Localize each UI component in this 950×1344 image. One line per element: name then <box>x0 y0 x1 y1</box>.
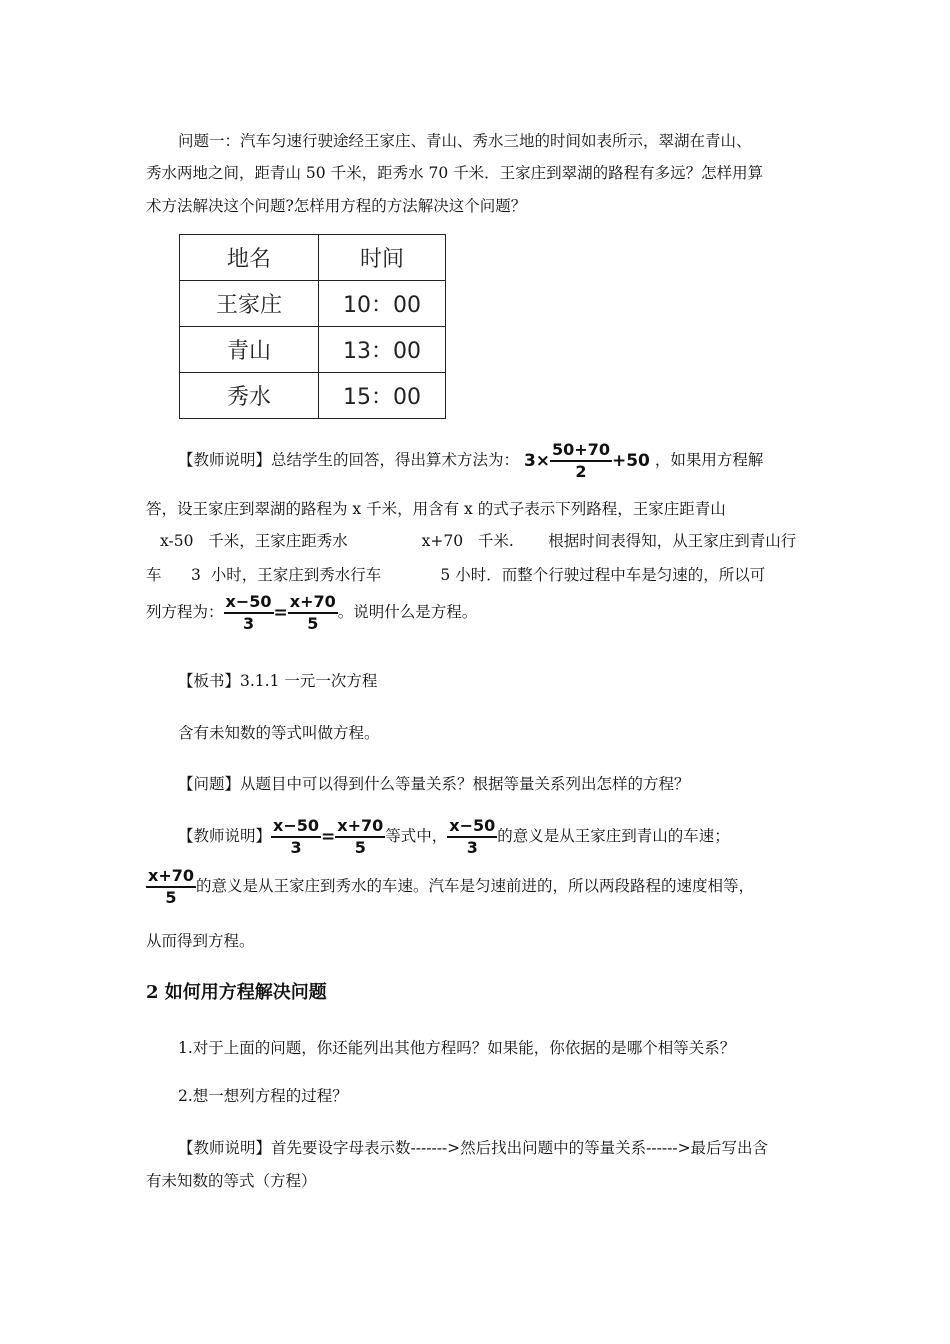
equals-sign: = <box>321 827 336 847</box>
speed-fraction-xiushui <box>146 867 196 907</box>
schedule-table <box>179 234 446 419</box>
teacher-note-text: 的意义是从王家庄到秀水的车速。汽车是匀速前进的，所以两段路程的速度相等， <box>196 877 755 895</box>
table-cell-time: 10：00 <box>319 281 446 327</box>
teacher-note-1-line-2: 答，设王家庄到翠湖的路程为 x 千米，用含有 x 的式子表示下列路程，王家庄距青山 <box>146 500 726 518</box>
table-cell-time: 13：00 <box>319 327 446 373</box>
fraction-denominator: 5 <box>354 838 366 857</box>
question-1: 1.对于上面的问题，你还能列出其他方程吗？如果能，你依据的是哪个相等关系？ <box>178 1039 736 1057</box>
table-header-place: 地名 <box>180 235 319 281</box>
teacher-note-text: 的意义是从王家庄到青山的车速； <box>497 827 730 845</box>
teacher-note-1-line-4: 车 3 小时，王家庄到秀水行车 5 小时．而整个行驶过程中车是匀速的，所以可 <box>146 566 766 584</box>
teacher-note-2-line-3: 从而得到方程。 <box>146 932 255 950</box>
teacher-note-text: 【教师说明】总结学生的回答，得出算术方法为： <box>178 451 520 469</box>
teacher-note-text: 【教师说明】 <box>178 827 272 845</box>
equation-left-fraction <box>224 593 274 633</box>
table-header-row <box>180 235 446 281</box>
speed-fraction-qingshan <box>447 817 497 857</box>
equals-sign: = <box>273 603 288 623</box>
arith-prefix: 3× <box>523 451 551 471</box>
definition-text: 含有未知数的等式叫做方程。 <box>178 724 380 742</box>
fraction-numerator: x+70 <box>288 593 338 614</box>
teacher-note-3-line-2: 有未知数的等式（方程） <box>146 1172 317 1190</box>
fraction-numerator: x−50 <box>447 817 497 838</box>
table-cell-place: 王家庄 <box>180 281 319 327</box>
arith-fraction-numerator: 50+70 <box>550 441 612 462</box>
teacher-note-text: 列方程为： <box>146 603 224 621</box>
table-row <box>180 373 446 419</box>
fraction-numerator: x+70 <box>146 867 196 888</box>
section-heading: 2 如何用方程解决问题 <box>146 982 327 1003</box>
fraction-denominator: 3 <box>242 614 255 633</box>
teacher-note-1-line-5 <box>146 592 477 633</box>
table-cell-time: 15：00 <box>319 373 446 419</box>
table-cell-place: 秀水 <box>180 373 319 419</box>
problem-line-2: 秀水两地之间，距青山 50 千米，距秀水 70 千米．王家庄到翠湖的路程有多远？怎样用算 <box>146 164 764 182</box>
table-row <box>180 327 446 373</box>
fraction-numerator: x−50 <box>224 593 274 614</box>
fraction-denominator: 3 <box>466 838 478 857</box>
teacher-note-1-line-3: x-50 千米，王家庄距秀水 x+70 千米. 根据时间表得知，从王家庄到青山行 <box>160 532 797 550</box>
board-note: 【板书】3.1.1 一元一次方程 <box>178 672 378 690</box>
table-row <box>180 281 446 327</box>
teacher-note-2-line-2 <box>146 862 754 910</box>
question-text: 【问题】从题目中可以得到什么等量关系？根据等量关系列出怎样的方程？ <box>178 775 690 793</box>
arith-fraction-denominator: 2 <box>575 462 587 481</box>
equation-left-fraction <box>271 817 321 857</box>
teacher-note-1-line-1 <box>178 440 763 481</box>
fraction-denominator: 5 <box>307 614 319 633</box>
teacher-note-text: ，如果用方程解 <box>654 451 764 469</box>
problem-line-3: 术方法解决这个问题?怎样用方程的方法解决这个问题？ <box>146 197 527 215</box>
arith-fraction <box>550 441 612 481</box>
table-header-time: 时间 <box>319 235 446 281</box>
teacher-note-text: 。说明什么是方程。 <box>337 603 478 621</box>
fraction-denominator: 5 <box>165 888 177 907</box>
problem-line-1: 问题一：汽车匀速行驶途经王家庄、青山、秀水三地的时间如表所示，翠湖在青山、 <box>178 132 752 150</box>
equation-right-fraction <box>335 817 385 857</box>
table-cell-place: 青山 <box>180 327 319 373</box>
fraction-numerator: x+70 <box>335 817 385 838</box>
equation-right-fraction <box>288 593 338 633</box>
teacher-note-text: 等式中， <box>385 827 448 845</box>
fraction-numerator: x−50 <box>271 817 321 838</box>
arith-suffix: +50 <box>611 451 650 471</box>
teacher-note-2-line-1 <box>178 812 730 861</box>
question-2: 2.想一想列方程的过程？ <box>178 1087 348 1105</box>
teacher-note-3-line-1: 【教师说明】首先要设字母表示数------->然后找出问题中的等量关系------>最后写出含 <box>178 1139 769 1157</box>
fraction-denominator: 3 <box>290 838 302 857</box>
